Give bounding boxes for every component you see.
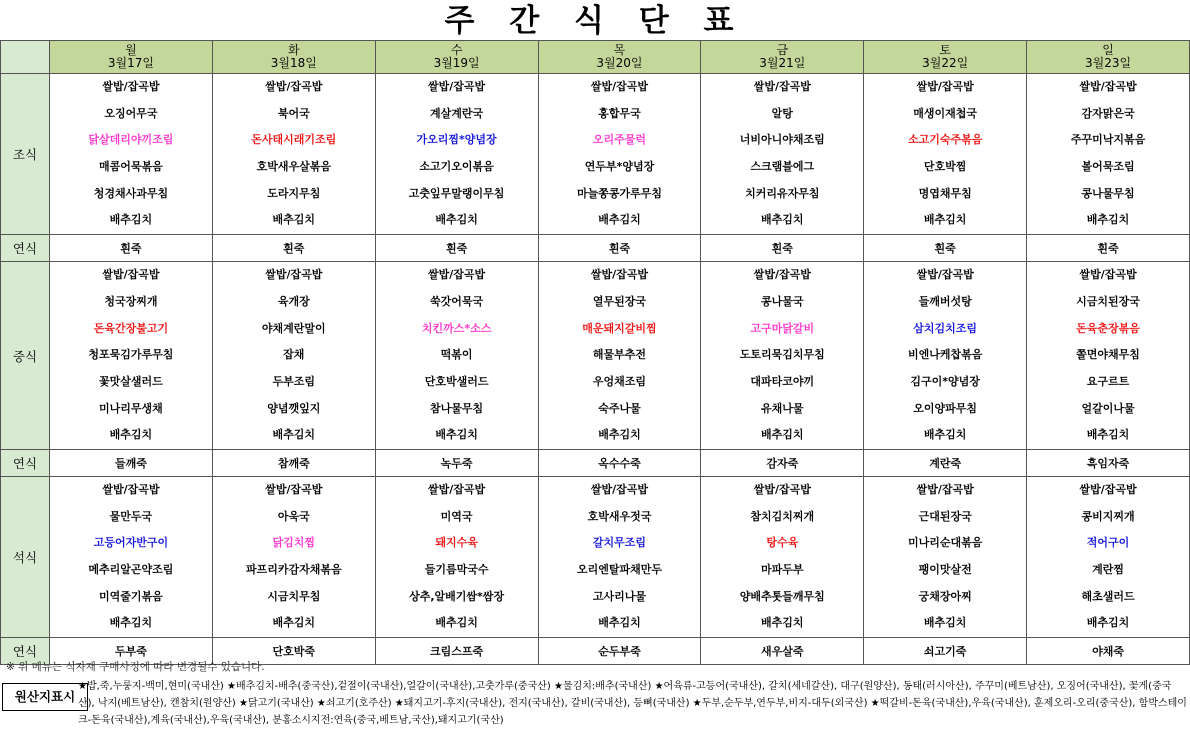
menu-item: 오이양파무침 <box>913 401 978 415</box>
menu-item: 돈육춘장볶음 <box>1076 321 1140 335</box>
day-header-row <box>1 41 1190 74</box>
menu-table <box>0 40 1190 665</box>
menu-item: 열무된장국 <box>592 294 647 308</box>
snack-item: 옥수수죽 <box>538 449 701 476</box>
menu-item: 명엽채무침 <box>918 186 972 200</box>
day-sat: 토 3월22일 <box>864 41 1027 74</box>
menu-item: 쌀밥/잡곡밥 <box>102 268 160 282</box>
menu-item: 상추,알배기쌈*쌈장 <box>409 589 505 603</box>
breakfast-cell <box>701 74 864 235</box>
menu-item: 알탕 <box>771 106 793 120</box>
menu-item: 궁채장아찌 <box>918 589 972 603</box>
day-fri: 금 3월21일 <box>701 41 864 74</box>
dinner-cell <box>538 476 701 637</box>
menu-item: 배추김치 <box>1086 616 1130 630</box>
menu-item: 고등어자반구이 <box>93 536 169 550</box>
snack-item: 크림스프죽 <box>375 638 538 665</box>
origin-label: 원산지표시 <box>2 683 88 711</box>
snack-item: 계란죽 <box>864 449 1027 476</box>
menu-item: 배추김치 <box>109 213 153 227</box>
menu-item: 삼치김치조림 <box>913 321 978 335</box>
snack-label: 연식 <box>1 638 50 665</box>
menu-item: 탕수육 <box>766 536 799 550</box>
origin-text: ★밥,죽,누룽지-백미,현미(국내산) ★배추김치-배추(중국산),겉절이(국내산),얼갈이(국내산),고춧가루(중국산) ★물김치:배추(국내산) ★어육류-고등어(국내산), 갈치(세네갈산), 대구(원양산), 동태(러시아산), 주꾸미(베트남산), 오징어(국내산), 꽃게(중국산), 낙지(베트남산), 캔참치(원양산) ★닭고기(국내산) ★쇠고기(호주산) ★돼지고기-후지(국내산), 전지(국내산), 갈비(국내산), 등뼈(국내산) ★두부,순두부,연두부,비지-대두(외국산) ★떡갈비-돈육(국내산),우육(국내산), 훈제오리-오리(중국산), 함박스테이크-돈육(국내산),계육(국내산),우육(국내산), 분홍소시지전:연육(중국,베트남,국산),돼지고기(국산) <box>78 681 1187 726</box>
menu-item: 배추김치 <box>598 213 641 227</box>
lunch-label: 중식 <box>1 262 50 450</box>
menu-item: 배추김치 <box>923 213 967 227</box>
menu-item: 치킨까스*소스 <box>421 321 492 335</box>
menu-item: 도라지무침 <box>267 186 321 200</box>
menu-item: 오징어무국 <box>104 106 158 120</box>
menu-item: 해물부추전 <box>592 348 647 362</box>
menu-item: 쌀밥/잡곡밥 <box>1079 268 1137 282</box>
breakfast-row <box>1 74 1190 235</box>
menu-item: 미나리무생채 <box>99 401 163 415</box>
menu-item: 미나리순대볶음 <box>907 536 983 550</box>
menu-item: 갈치무조림 <box>592 536 647 550</box>
dinner-cell <box>864 476 1027 637</box>
snack-item: 흰죽 <box>538 235 701 262</box>
menu-item: 숙주나물 <box>598 401 641 415</box>
snack-item: 녹두죽 <box>375 449 538 476</box>
menu-item: 메추리알곤약조림 <box>88 563 174 576</box>
menu-item: 쌀밥/잡곡밥 <box>265 482 323 496</box>
snack-label: 연식 <box>1 449 50 476</box>
menu-item: 배추김치 <box>435 428 478 442</box>
menu-item: 치커리유자무침 <box>745 186 820 200</box>
dinner-label: 석식 <box>1 476 50 637</box>
dinner-cell <box>375 476 538 637</box>
menu-item: 매운돼지갈비찜 <box>582 321 657 335</box>
menu-item: 유채나물 <box>761 401 804 415</box>
menu-item: 고구마닭갈비 <box>750 321 815 335</box>
lunch-cell <box>50 262 213 450</box>
snack-item: 흰죽 <box>1027 235 1190 262</box>
lunch-cell <box>538 262 701 450</box>
menu-item: 적어구이 <box>1086 536 1130 550</box>
menu-item: 닭살데리야끼조림 <box>88 133 174 147</box>
menu-item: 단호박샐러드 <box>424 374 489 388</box>
lunch-cell <box>864 262 1027 450</box>
menu-item: 배추김치 <box>272 428 316 442</box>
menu-item: 쌀밥/잡곡밥 <box>916 482 974 496</box>
menu-item: 배추김치 <box>272 213 316 227</box>
menu-item: 감자맑은국 <box>1081 106 1135 120</box>
menu-item: 단호박찜 <box>923 160 967 174</box>
menu-item: 호박새우젓국 <box>587 509 652 523</box>
menu-item: 꽃맛살샐러드 <box>99 374 163 388</box>
snack-item: 들깨죽 <box>50 449 213 476</box>
menu-item: 양념깻잎지 <box>267 401 321 415</box>
menu-item: 미역국 <box>440 509 473 523</box>
menu-item: 북어국 <box>277 106 310 120</box>
menu-item: 볼어묵조림 <box>1081 160 1135 174</box>
menu-item: 배추김치 <box>598 616 641 630</box>
snack1-row <box>1 235 1190 262</box>
menu-item: 쌀밥/잡곡밥 <box>428 268 486 282</box>
menu-item: 쌀밥/잡곡밥 <box>753 482 811 496</box>
menu-item: 돼지수육 <box>435 536 478 550</box>
menu-item: 호박새우살볶음 <box>256 160 331 174</box>
menu-item: 배추김치 <box>109 428 153 442</box>
menu-item: 쌀밥/잡곡밥 <box>753 80 811 93</box>
menu-item: 배추김치 <box>109 616 153 630</box>
menu-item: 쌀밥/잡곡밥 <box>753 268 811 282</box>
menu-item: 고사리나물 <box>592 589 647 603</box>
snack-item: 쇠고기죽 <box>864 638 1027 665</box>
dinner-row <box>1 476 1190 637</box>
menu-item: 쌀밥/잡곡밥 <box>428 482 486 496</box>
menu-item: 들기름막국수 <box>424 563 489 576</box>
menu-item: 쌀밥/잡곡밥 <box>590 482 649 496</box>
menu-item: 홍합무국 <box>598 106 641 120</box>
menu-item: 소고기숙주볶음 <box>907 133 983 147</box>
dinner-cell <box>1027 476 1190 637</box>
menu-item: 매생이재첩국 <box>913 106 978 120</box>
snack-item: 순두부죽 <box>538 638 701 665</box>
menu-item: 쫄면야채무침 <box>1076 348 1140 362</box>
menu-item: 야채계란말이 <box>261 321 326 335</box>
breakfast-cell <box>864 74 1027 235</box>
menu-item: 쌀밥/잡곡밥 <box>916 268 974 282</box>
menu-item: 콩비지찌개 <box>1081 509 1135 523</box>
menu-item: 배추김치 <box>761 428 804 442</box>
menu-item: 쌀밥/잡곡밥 <box>265 268 323 282</box>
menu-item: 육개장 <box>277 294 310 308</box>
menu-item: 고춧잎무말랭이무침 <box>408 186 505 200</box>
menu-item: 주꾸미낙지볶음 <box>1070 133 1146 147</box>
menu-item: 양배추톳들깨무침 <box>739 589 825 603</box>
menu-item: 청포묵김가루무침 <box>88 348 174 362</box>
corner-cell <box>1 41 50 74</box>
menu-item: 얼갈이나물 <box>1081 401 1135 415</box>
menu-item: 오리엔탈파채만두 <box>576 563 662 576</box>
menu-item: 돈육간장불고기 <box>93 321 169 335</box>
menu-item: 돈사태시래기조림 <box>251 133 337 147</box>
menu-item: 근대된장국 <box>918 509 972 523</box>
menu-item: 요구르트 <box>1086 374 1130 388</box>
menu-item: 청경채사과무침 <box>93 186 169 200</box>
menu-item: 콩나물국 <box>761 294 804 308</box>
menu-item: 마늘쫑콩가루무침 <box>576 186 662 200</box>
menu-item: 닭김치찜 <box>272 536 316 550</box>
snack-item: 참깨죽 <box>212 449 375 476</box>
snack-item: 흑임자죽 <box>1027 449 1190 476</box>
menu-item: 떡볶이 <box>440 348 473 362</box>
day-thu: 목 3월20일 <box>538 41 701 74</box>
menu-item: 소고기오이볶음 <box>419 160 494 174</box>
menu-item: 너비아니야채조림 <box>739 133 825 147</box>
breakfast-cell <box>50 74 213 235</box>
breakfast-cell <box>375 74 538 235</box>
menu-item: 물만두국 <box>109 509 153 523</box>
snack-item: 단호박죽 <box>212 638 375 665</box>
menu-item: 팽이맛살전 <box>918 563 972 576</box>
menu-change-note: ※ 위 메뉴는 식자재 구매사정에 따라 변경될수 있습니다. <box>6 661 265 673</box>
snack-label: 연식 <box>1 235 50 262</box>
day-tue: 화 3월18일 <box>212 41 375 74</box>
menu-item: 쌀밥/잡곡밥 <box>590 80 649 93</box>
menu-item: 배추김치 <box>923 428 967 442</box>
menu-item: 청국장찌개 <box>104 294 158 308</box>
menu-item: 도토리묵김치무침 <box>739 348 825 362</box>
menu-item: 배추김치 <box>1086 428 1130 442</box>
snack-item: 흰죽 <box>50 235 213 262</box>
menu-item: 쌀밥/잡곡밥 <box>916 80 974 93</box>
menu-item: 배추김치 <box>761 616 804 630</box>
menu-item: 두부조림 <box>272 374 316 388</box>
lunch-cell <box>701 262 864 450</box>
menu-item: 쌀밥/잡곡밥 <box>1079 80 1137 93</box>
menu-item: 우엉채조림 <box>592 374 647 388</box>
menu-item: 미역줄기볶음 <box>99 589 163 603</box>
menu-item: 마파두부 <box>761 563 804 576</box>
breakfast-cell <box>1027 74 1190 235</box>
menu-item: 시금치된장국 <box>1076 294 1140 308</box>
menu-item: 계살계란국 <box>430 106 484 120</box>
menu-item: 참치김치찌개 <box>750 509 815 523</box>
day-wed: 수 3월19일 <box>375 41 538 74</box>
dinner-cell <box>212 476 375 637</box>
snack-item: 야채죽 <box>1027 638 1190 665</box>
menu-item: 참나물무침 <box>430 401 484 415</box>
lunch-cell <box>212 262 375 450</box>
menu-item: 배추김치 <box>435 213 478 227</box>
menu-item: 대파타코야끼 <box>750 374 815 388</box>
menu-item: 파프리카감자채볶음 <box>245 563 342 576</box>
lunch-row <box>1 262 1190 450</box>
snack-item: 흰죽 <box>212 235 375 262</box>
snack-item: 흰죽 <box>701 235 864 262</box>
dinner-cell <box>50 476 213 637</box>
menu-item: 쌀밥/잡곡밥 <box>102 80 160 93</box>
snack-item: 흰죽 <box>864 235 1027 262</box>
snack-item: 새우살죽 <box>701 638 864 665</box>
menu-item: 쌀밥/잡곡밥 <box>102 482 160 496</box>
menu-item: 계란찜 <box>1092 563 1124 576</box>
menu-item: 김구이*양념장 <box>910 374 980 388</box>
menu-item: 스크램블에그 <box>750 160 815 174</box>
menu-item: 배추김치 <box>598 428 641 442</box>
snack-item: 감자죽 <box>701 449 864 476</box>
breakfast-label: 조식 <box>1 74 50 235</box>
menu-item: 쌀밥/잡곡밥 <box>1079 482 1137 496</box>
breakfast-cell <box>212 74 375 235</box>
menu-item: 매콤어묵볶음 <box>99 160 163 174</box>
breakfast-cell <box>538 74 701 235</box>
menu-item: 배추김치 <box>435 616 478 630</box>
menu-item: 쌀밥/잡곡밥 <box>428 80 486 93</box>
day-mon: 월 3월17일 <box>50 41 213 74</box>
menu-item: 배추김치 <box>761 213 804 227</box>
menu-item: 시금치무침 <box>267 589 321 603</box>
menu-item: 배추김치 <box>923 616 967 630</box>
lunch-cell <box>1027 262 1190 450</box>
snack-item: 흰죽 <box>375 235 538 262</box>
menu-item: 콩나물무침 <box>1081 186 1135 200</box>
menu-item: 잡채 <box>283 348 305 362</box>
menu-item: 아욱국 <box>277 509 310 523</box>
menu-item: 연두부*양념장 <box>584 160 655 174</box>
menu-item: 가오리찜*양념장 <box>416 133 497 147</box>
menu-item: 들깨버섯탕 <box>918 294 972 308</box>
menu-item: 오리주물럭 <box>592 133 647 147</box>
menu-item: 비엔나케찹볶음 <box>907 348 983 362</box>
lunch-cell <box>375 262 538 450</box>
day-sun: 일 3월23일 <box>1027 41 1190 74</box>
page-title: 주 간 식 단 표 <box>444 3 746 39</box>
menu-item: 쌀밥/잡곡밥 <box>590 268 649 282</box>
menu-item: 배추김치 <box>272 616 316 630</box>
menu-item: 해초샐러드 <box>1081 589 1135 603</box>
dinner-cell <box>701 476 864 637</box>
snack-item: 두부죽 <box>50 638 213 665</box>
menu-item: 쌀밥/잡곡밥 <box>265 80 323 93</box>
menu-item: 쑥갓어묵국 <box>430 294 484 308</box>
snack2-row <box>1 449 1190 476</box>
menu-item: 배추김치 <box>1086 213 1130 227</box>
